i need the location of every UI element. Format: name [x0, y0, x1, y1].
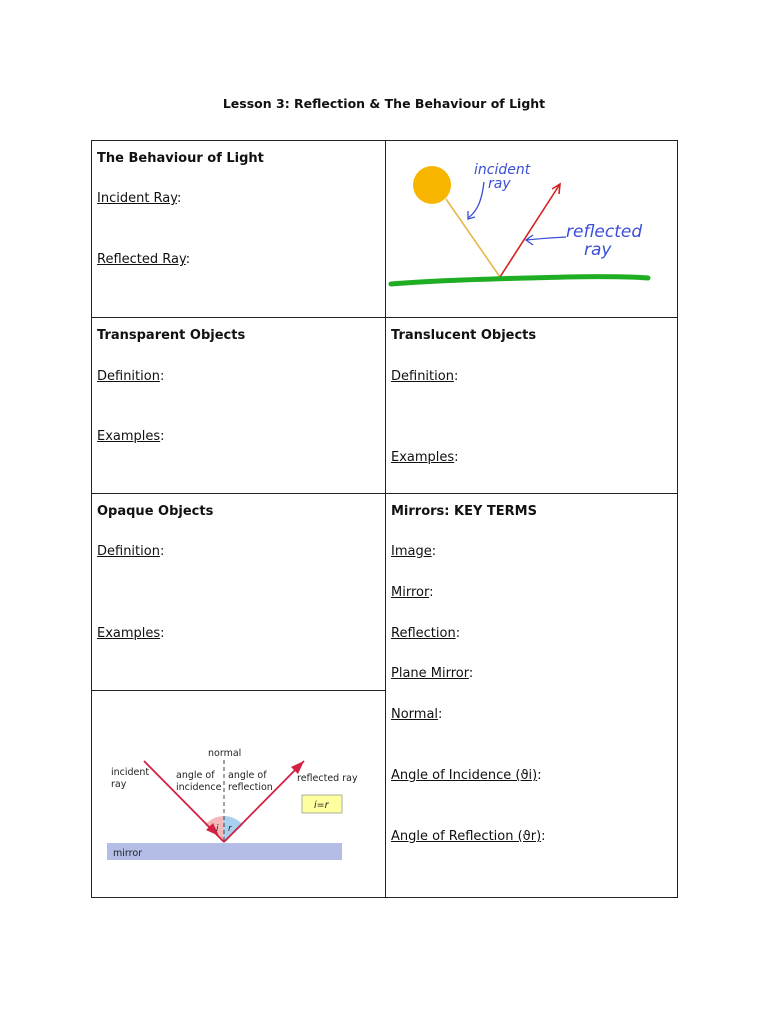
mirrors-heading: Mirrors: KEY TERMS [391, 504, 537, 519]
colon: : [537, 768, 542, 783]
equation-label: i=r [314, 800, 329, 811]
term-image: Image [391, 544, 432, 559]
sun-icon [413, 166, 451, 204]
colon: : [160, 626, 165, 641]
colon: : [454, 450, 459, 465]
cell-light-sketch [386, 141, 677, 317]
term-mirror: Mirror [391, 585, 430, 600]
incident-ray-label-1: incident [111, 767, 150, 778]
reflected-ray-line [500, 184, 560, 277]
key-term [391, 626, 460, 641]
key-term [391, 707, 442, 722]
cell-reflection-diagram [92, 691, 385, 897]
term-normal: Normal [391, 707, 439, 722]
angle-incidence-label-1: angle of [176, 770, 215, 781]
opaque-examples-term [97, 626, 165, 641]
angle-r-label: r [228, 824, 232, 834]
sketch-incident-ray-text: ray [488, 176, 511, 192]
incident-ray-term [97, 191, 181, 206]
colon: : [438, 707, 443, 722]
angle-reflection-label-2: reflection [228, 782, 273, 793]
mirror-label: mirror [113, 848, 143, 859]
transparent-examples-term [97, 429, 165, 444]
pen-arrow-incident [468, 182, 484, 218]
key-term [391, 544, 436, 559]
opaque-examples-label: Examples [97, 626, 161, 641]
key-term [391, 768, 542, 783]
term-plane-mirror: Plane Mirror [391, 666, 469, 681]
ground-line [391, 277, 648, 284]
translucent-heading: Translucent Objects [391, 328, 537, 343]
pen-arrow-reflected [526, 237, 566, 240]
incident-ray-line [446, 199, 500, 277]
translucent-examples-label: Examples [391, 450, 455, 465]
colon: : [453, 369, 459, 384]
transparent-examples-label: Examples [97, 429, 161, 444]
sketch-reflected-text: reflected [566, 222, 643, 242]
colon: : [429, 585, 434, 600]
term-angle-of-reflection: Angle of Reflection (ϑr) [391, 829, 542, 844]
reflected-ray-label: Reflected Ray [97, 252, 186, 267]
transparent-definition-label: Definition [97, 369, 160, 384]
term-reflection: Reflection [391, 626, 456, 641]
colon: : [455, 626, 461, 641]
mirror-surface [107, 843, 342, 860]
angle-reflection-label-1: angle of [228, 770, 267, 781]
colon: : [468, 666, 474, 681]
translucent-examples-term [391, 450, 459, 465]
reflected-ray-term [97, 252, 190, 267]
cell-mirrors-key-terms [391, 494, 671, 897]
table-border-right [677, 140, 678, 898]
key-term [391, 666, 473, 681]
page-title: Lesson 3: Reflection & The Behaviour of Light [222, 96, 546, 111]
term-angle-of-incidence: Angle of Incidence (ϑi) [391, 768, 538, 783]
translucent-definition-label: Definition [391, 369, 454, 384]
angle-i-label: i [216, 824, 219, 834]
law-of-reflection-diagram [92, 691, 385, 897]
key-term [391, 585, 433, 600]
colon: : [185, 252, 191, 267]
colon: : [159, 369, 165, 384]
opaque-definition-label: Definition [97, 544, 160, 559]
translucent-definition-term [391, 369, 458, 384]
opaque-definition-term [97, 544, 164, 559]
colon: : [177, 191, 182, 206]
normal-label: normal [208, 748, 242, 759]
angle-incidence-label-2: incidence [176, 782, 222, 793]
reflected-ray-label: reflected ray [297, 773, 358, 784]
transparent-definition-term [97, 369, 164, 384]
opaque-heading: Opaque Objects [97, 504, 214, 519]
worksheet-table [91, 140, 678, 898]
colon: : [431, 544, 437, 559]
colon: : [160, 429, 165, 444]
sketch-reflected-ray-text: ray [584, 240, 612, 260]
cell-transparent-objects [97, 318, 377, 493]
behaviour-heading: The Behaviour of Light [97, 151, 264, 166]
key-term [391, 829, 546, 844]
light-reflection-sketch [386, 141, 677, 317]
incident-ray-label: Incident Ray [97, 191, 178, 206]
cell-opaque-objects [97, 494, 377, 690]
cell-translucent-objects [391, 318, 671, 493]
sketch-incident-text: incident [474, 162, 531, 178]
transparent-heading: Transparent Objects [97, 328, 246, 343]
incident-ray-label-2: ray [111, 779, 127, 790]
colon: : [541, 829, 546, 844]
cell-behaviour-of-light [97, 140, 377, 317]
colon: : [159, 544, 165, 559]
